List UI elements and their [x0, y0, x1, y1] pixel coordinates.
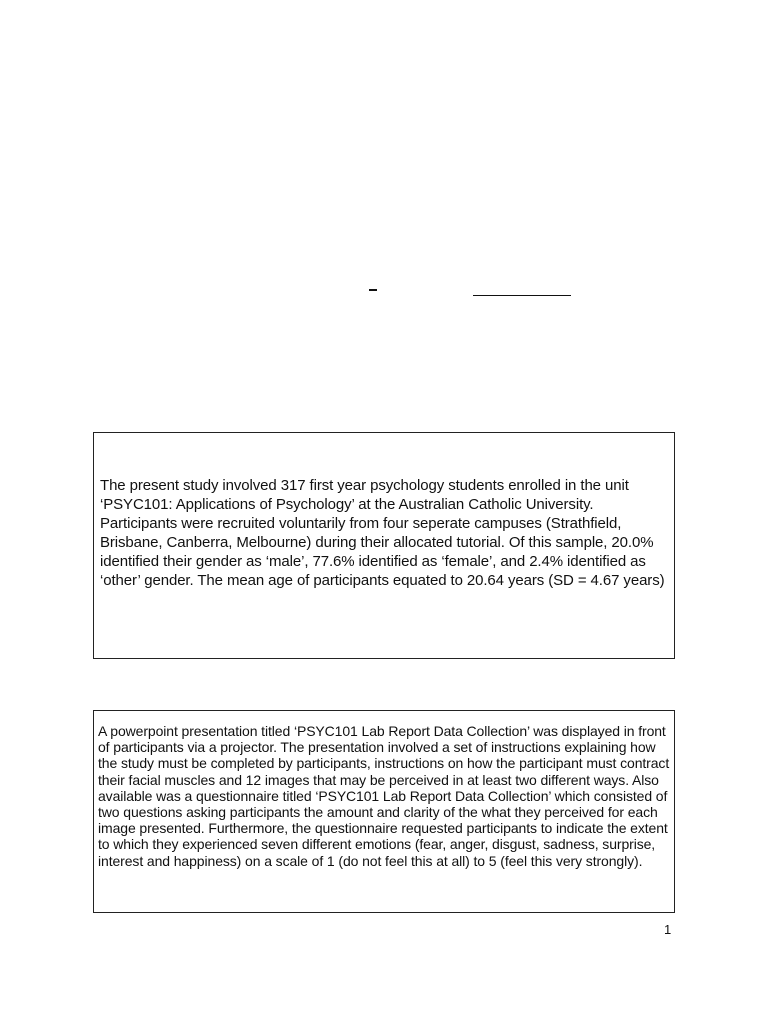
- participants-text-box: [93, 432, 675, 659]
- participants-paragraph: The present study involved 317 first year psychology students enrolled in the unit ‘PSYC101: Applications of Psychology’ at the Australian Catholic University. Participants were recruited voluntarily from four seperate campuses (Strathfield, Brisbane, Canberra, Melbourne) during their allocated tutorial. Of this sample, 20.0% identified their gender as ‘male’, 77.6% identified as ‘female’, and 2.4% identified as ‘other’ gender. The mean age of participants equated to 20.64 years (SD = 4.67 years): [100, 477, 665, 589]
- materials-text-box: [93, 710, 675, 913]
- blank-underline: [473, 295, 571, 296]
- materials-paragraph: A powerpoint presentation titled ‘PSYC101 Lab Report Data Collection’ was displayed in front of participants via a projector. The presentation involved a set of instructions explaining how the study must be completed by participants, instructions on how the participant must contract their facial muscles and 12 images that may be perceived in at least two different ways. Also available was a questionnaire titled ‘PSYC101 Lab Report Data Collection’ which consisted of two questions asking participants the amount and clarity of the what they perceived for each image presented. Furthermore, the questionnaire requested participants to indicate the extent to which they experienced seven different emotions (fear, anger, disgust, sadness, surprise, interest and happiness) on a scale of 1 (do not feel this at all) to 5 (feel this very strongly).: [98, 723, 670, 869]
- page-number: 1: [664, 922, 672, 937]
- dash-mark: [369, 289, 377, 291]
